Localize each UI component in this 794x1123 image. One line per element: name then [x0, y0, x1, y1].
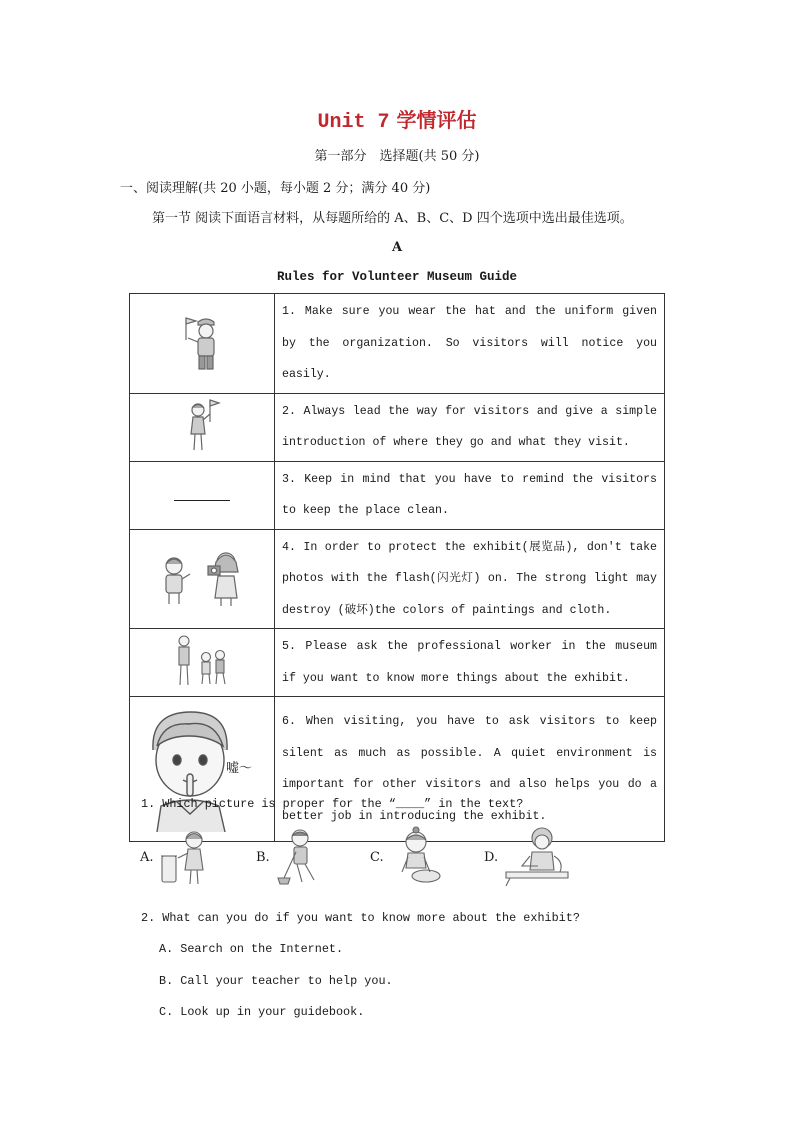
question-1-stem: 1. Which picture is proper for the “____” in the text? — [141, 797, 524, 811]
title-en: Unit 7 — [317, 111, 390, 134]
question-2-option-a[interactable]: A. Search on the Internet. — [159, 942, 344, 956]
shush-caption: 嘘～ — [226, 761, 253, 776]
rule-3-text: 3. Keep in mind that you have to remind the visitors to keep the place clean. — [275, 461, 665, 529]
option-c-label: C. — [370, 850, 384, 865]
rule-4-text: 4. In order to protect the exhibit(展览品), don't take photos with the flash(闪光灯) on. The strong light may destroy (破坏)the colors of paintings and cloth. — [275, 529, 665, 629]
rule-6-picture — [130, 697, 275, 842]
camera-people-icon — [152, 546, 252, 608]
question-2-option-c[interactable]: C. Look up in your guidebook. — [159, 1005, 365, 1019]
table-row — [130, 393, 665, 461]
rule-1-picture — [130, 294, 275, 394]
rule-1-text: 1. Make sure you wear the hat and the uniform given by the organization. So visitors will notice you easily. — [275, 294, 665, 394]
rule-2-text: 2. Always lead the way for visitors and give a simple introduction of where they go and what they visit. — [275, 393, 665, 461]
table-row — [130, 697, 665, 842]
part-heading: 第一部分 选择题(共 50 分) — [314, 149, 480, 164]
rule-4-picture — [130, 529, 275, 629]
passage-title: Rules for Volunteer Museum Guide — [276, 270, 518, 284]
option-b-label: B. — [256, 850, 270, 865]
rule-5-picture — [130, 629, 275, 697]
worker-kids-icon — [170, 633, 234, 689]
rule-2-picture — [130, 393, 275, 461]
question-2-option-b[interactable]: B. Call your teacher to help you. — [159, 974, 393, 988]
table-row — [130, 529, 665, 629]
question-2-stem: 2. What can you do if you want to know more about the exhibit? — [141, 911, 580, 925]
rule-3-picture — [130, 461, 275, 529]
title-cn: 学情评估 — [396, 108, 477, 132]
rule-6-text: 6. When visiting, you have to ask visitors to keep silent as much as possible. A quiet environment is important for other visitors and also helps you do a better job in introducing the exhibit. — [275, 697, 665, 842]
boy-sweeping-icon — [274, 826, 330, 888]
option-d-label: D. — [484, 850, 499, 865]
question-1-options — [138, 826, 598, 892]
section-heading: 一、阅读理解(共 20 小题，每小题 2 分；满分 40 分) — [120, 181, 431, 196]
table-row — [130, 294, 665, 394]
passage-letter: A — [391, 240, 403, 255]
uniformed-guide-icon — [174, 310, 230, 372]
girl-trashcan-icon — [158, 826, 214, 888]
woman-cooking-icon — [502, 826, 572, 888]
rules-table — [129, 293, 665, 842]
table-row — [130, 629, 665, 697]
page-title — [0, 104, 794, 134]
flag-guide-icon — [182, 396, 222, 454]
instruction-text: 第一节 阅读下面语言材料，从每题所给的 A、B、C、D 四个选项中选出最佳选项。 — [152, 211, 633, 226]
rule-5-text: 5. Please ask the professional worker in the museum if you want to know more things about the exhibit. — [275, 629, 665, 697]
table-row — [130, 461, 665, 529]
shush-boy-icon — [143, 702, 239, 832]
option-a-label: A. — [140, 850, 154, 865]
girl-washing-icon — [388, 826, 444, 888]
blank-line — [174, 499, 230, 501]
